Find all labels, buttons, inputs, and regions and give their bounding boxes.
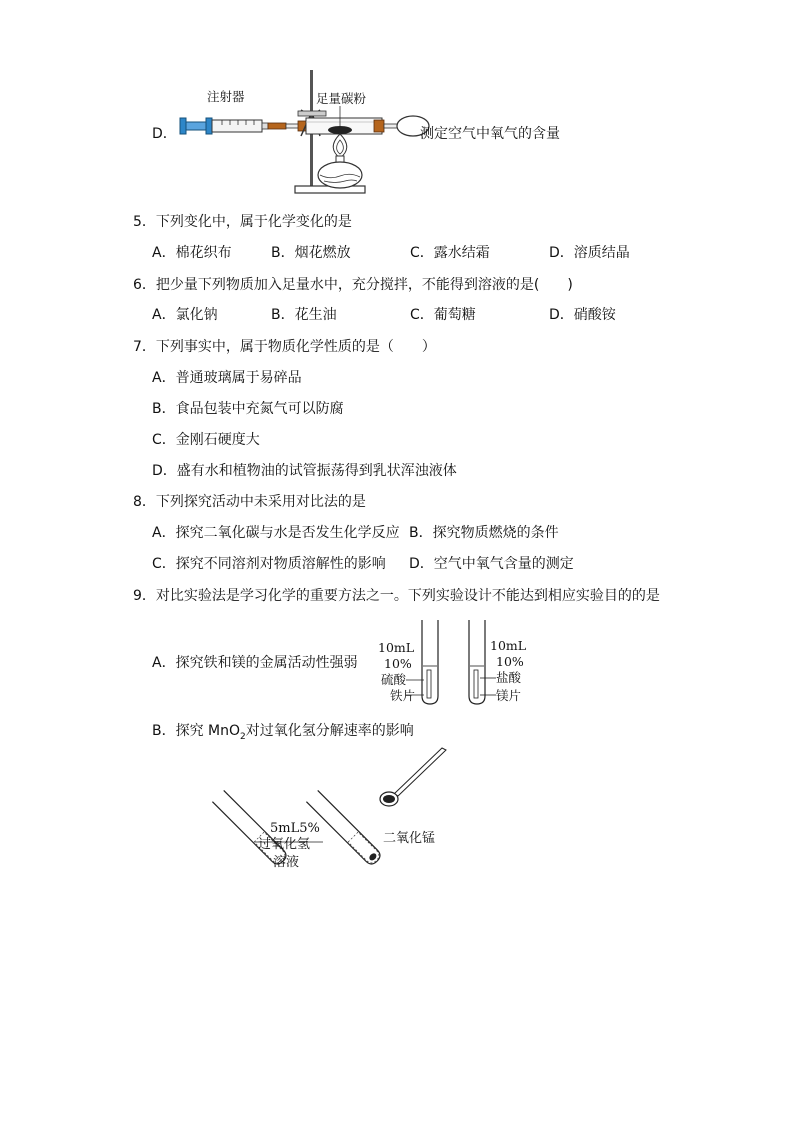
h2o2-volume: 5mL5% [270, 821, 320, 836]
carbon-powder [328, 126, 352, 134]
spoon-icon [376, 746, 456, 816]
q5-option-d[interactable]: D．溶质结晶 [549, 245, 630, 261]
tube2-metal: 镁片 [496, 688, 522, 703]
tube1-concentration: 10% [384, 656, 412, 671]
q6-option-d[interactable]: D．硝酸铵 [549, 307, 616, 323]
q6-option-c[interactable]: C．葡萄糖 [410, 307, 476, 323]
q5-stem: 5．下列变化中，属于化学变化的是 [133, 214, 352, 230]
syringe-label: 注射器 [207, 89, 245, 104]
tube2-leader-lines [478, 676, 498, 696]
q8-option-c[interactable]: C．探究不同溶剂对物质溶解性的影响 [152, 556, 386, 572]
alcohol-lamp-icon [318, 156, 362, 188]
mno2-label: 二氧化锰 [383, 831, 436, 846]
q7-option-d[interactable]: D．盛有水和植物油的试管振荡得到乳状浑浊液体 [152, 463, 457, 479]
q9-stem: 9．对比实验法是学习化学的重要方法之一。下列实验设计不能达到相应实验目的的是 [133, 588, 660, 604]
tube2-volume: 10mL [490, 638, 527, 653]
q4-option-d-prefix: D． [152, 126, 177, 142]
q6-option-b[interactable]: B．花生油 [271, 307, 337, 323]
q7-stem: 7．下列事实中，属于物质化学性质的是（ ） [133, 339, 436, 355]
q9-option-b-prefix: B．探究 MnO [152, 723, 241, 739]
carbon-powder-label: 足量碳粉 [316, 91, 367, 106]
q8-stem: 8．下列探究活动中未采用对比法的是 [133, 494, 366, 510]
q8-option-b[interactable]: B．探究物质燃烧的条件 [409, 525, 559, 541]
q6-stem: 6．把少量下列物质加入足量水中，充分搅拌，不能得到溶液的是( ) [133, 277, 573, 293]
h2o2-solution: 溶液 [273, 855, 300, 870]
q7-option-a[interactable]: A．普通玻璃属于易碎品 [152, 370, 302, 386]
q4-option-d-text: 测定空气中氧气的含量 [420, 126, 560, 142]
q5-option-a[interactable]: A．棉花织布 [152, 245, 232, 261]
q8-option-d[interactable]: D．空气中氧气含量的测定 [409, 556, 574, 572]
q7-option-b[interactable]: B．食品包装中充氮气可以防腐 [152, 401, 344, 417]
tube1-metal: 铁片 [390, 688, 416, 703]
q6-option-a[interactable]: A．氯化钠 [152, 307, 218, 323]
tube2-concentration: 10% [496, 654, 524, 669]
tube1-leader-lines [406, 678, 426, 698]
iron-strip [427, 670, 431, 698]
tube2-acid: 盐酸 [496, 670, 522, 685]
q8-option-a[interactable]: A．探究二氧化碳与水是否发生化学反应 [152, 525, 400, 541]
q9-option-b-subscript: 2 [240, 731, 246, 742]
syringe-icon [180, 118, 268, 134]
q9-option-b-suffix: 对过氧化氢分解速率的影响 [245, 723, 414, 739]
rubber-tube [268, 123, 286, 129]
tube1-acid: 硫酸 [381, 672, 407, 687]
q5-option-c[interactable]: C．露水结霜 [410, 245, 490, 261]
h2o2-name: 过氧化氢 [258, 837, 311, 852]
q9-option-a[interactable]: A．探究铁和镁的金属活动性强弱 [152, 655, 358, 671]
q5-option-b[interactable]: B．烟花燃放 [271, 245, 351, 261]
tube1-volume: 10mL [378, 640, 415, 655]
q7-option-c[interactable]: C．金刚石硬度大 [152, 432, 260, 448]
q9-option-b[interactable] [152, 722, 414, 746]
